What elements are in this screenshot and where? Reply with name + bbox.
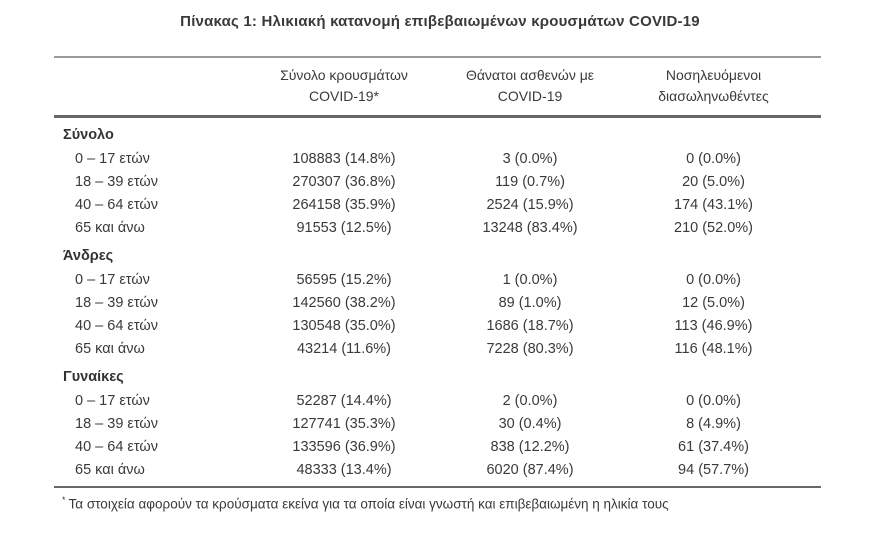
intubated-cell: 174 (43.1%) (674, 196, 753, 213)
section-label: Άνδρες (63, 248, 114, 264)
deaths-cell: 30 (0.4%) (498, 415, 562, 432)
age-group-cell: 18 – 39 ετών (75, 173, 158, 190)
table-row (54, 337, 821, 360)
column-header-intubated (606, 65, 821, 107)
total-cases-cell: 48333 (13.4%) (296, 461, 392, 478)
intubated-cell: 0 (0.0%) (686, 150, 741, 167)
column-header-total-cases (234, 65, 454, 107)
deaths-cell: 2 (0.0%) (502, 392, 558, 409)
footnote-marker: * (62, 495, 66, 505)
table-body (54, 118, 821, 481)
column-header-total-cases-line1: Σύνολο κρουσμάτων (280, 67, 408, 83)
deaths-cell: 119 (0.7%) (495, 173, 565, 190)
column-header-intubated-line1: Νοσηλευόμενοι (665, 67, 762, 83)
total-cases-cell: 130548 (35.0%) (292, 317, 396, 334)
age-group-cell: 0 – 17 ετών (75, 392, 150, 409)
table-row (54, 147, 821, 170)
section-label: Γυναίκες (63, 369, 124, 385)
deaths-cell: 7228 (80.3%) (486, 340, 574, 357)
age-group-cell: 65 και άνω (75, 340, 145, 357)
table-row (54, 216, 821, 239)
table-row (54, 193, 821, 216)
total-cases-cell: 142560 (38.2%) (292, 294, 396, 311)
age-group-cell: 40 – 64 ετών (75, 196, 158, 213)
age-group-cell: 40 – 64 ετών (75, 438, 158, 455)
deaths-cell: 6020 (87.4%) (486, 461, 574, 478)
table-section (54, 239, 821, 360)
total-cases-cell: 264158 (35.9%) (292, 196, 396, 213)
age-group-cell: 65 και άνω (75, 219, 145, 236)
footnote (54, 488, 821, 512)
table-row (54, 458, 821, 481)
intubated-cell: 61 (37.4%) (678, 438, 749, 455)
deaths-cell: 1686 (18.7%) (486, 317, 574, 334)
intubated-cell: 113 (46.9%) (674, 317, 753, 334)
total-cases-cell: 52287 (14.4%) (296, 392, 392, 409)
deaths-cell: 838 (12.2%) (490, 438, 570, 455)
section-label: Σύνολο (63, 127, 114, 143)
table-title: Πίνακας 1: Ηλικιακή κατανομή επιβεβαιωμένων κρουσμάτων COVID-19 (180, 13, 700, 30)
table-row (54, 291, 821, 314)
footnote-text: Τα στοιχεία αφορούν τα κρούσματα εκείνα για τα οποία είναι γνωστή και επιβεβαιωμένη η ηλικία τους (68, 496, 669, 512)
table-row (54, 268, 821, 291)
total-cases-cell: 270307 (36.8%) (292, 173, 396, 190)
age-group-cell: 18 – 39 ετών (75, 415, 158, 432)
column-header-total-cases-line2: COVID-19* (308, 88, 380, 104)
total-cases-cell: 108883 (14.8%) (292, 150, 396, 167)
intubated-cell: 12 (5.0%) (682, 294, 745, 311)
total-cases-cell: 43214 (11.6%) (296, 340, 392, 357)
intubated-cell: 8 (4.9%) (686, 415, 741, 432)
total-cases-cell: 133596 (36.9%) (292, 438, 396, 455)
total-cases-cell: 91553 (12.5%) (296, 219, 392, 236)
intubated-cell: 20 (5.0%) (682, 173, 745, 190)
age-group-cell: 18 – 39 ετών (75, 294, 158, 311)
age-group-cell: 65 και άνω (75, 461, 145, 478)
intubated-cell: 94 (57.7%) (678, 461, 749, 478)
table-row (54, 412, 821, 435)
age-group-cell: 0 – 17 ετών (75, 150, 150, 167)
total-cases-cell: 56595 (15.2%) (296, 271, 392, 288)
table-section (54, 118, 821, 239)
intubated-cell: 0 (0.0%) (686, 392, 741, 409)
column-header-intubated-line2: διασωληνωθέντες (658, 88, 769, 104)
deaths-cell: 1 (0.0%) (502, 271, 558, 288)
table-row (54, 170, 821, 193)
deaths-cell: 2524 (15.9%) (486, 196, 574, 213)
age-group-cell: 40 – 64 ετών (75, 317, 158, 334)
total-cases-cell: 127741 (35.3%) (292, 415, 396, 432)
header-spacer (54, 65, 234, 107)
column-header-deaths (454, 65, 606, 107)
table-section (54, 360, 821, 481)
deaths-cell: 13248 (83.4%) (482, 219, 578, 236)
table-row (54, 389, 821, 412)
age-group-cell: 0 – 17 ετών (75, 271, 150, 288)
intubated-cell: 0 (0.0%) (686, 271, 741, 288)
table-header-row (54, 58, 821, 115)
table-row (54, 314, 821, 337)
intubated-cell: 210 (52.0%) (674, 219, 753, 236)
column-header-deaths-line1: Θάνατοι ασθενών με (465, 67, 595, 83)
intubated-cell: 116 (48.1%) (674, 340, 753, 357)
column-header-deaths-line2: COVID-19 (497, 88, 563, 104)
table-row (54, 435, 821, 458)
covid-age-table (54, 56, 821, 512)
deaths-cell: 3 (0.0%) (502, 150, 558, 167)
deaths-cell: 89 (1.0%) (498, 294, 562, 311)
